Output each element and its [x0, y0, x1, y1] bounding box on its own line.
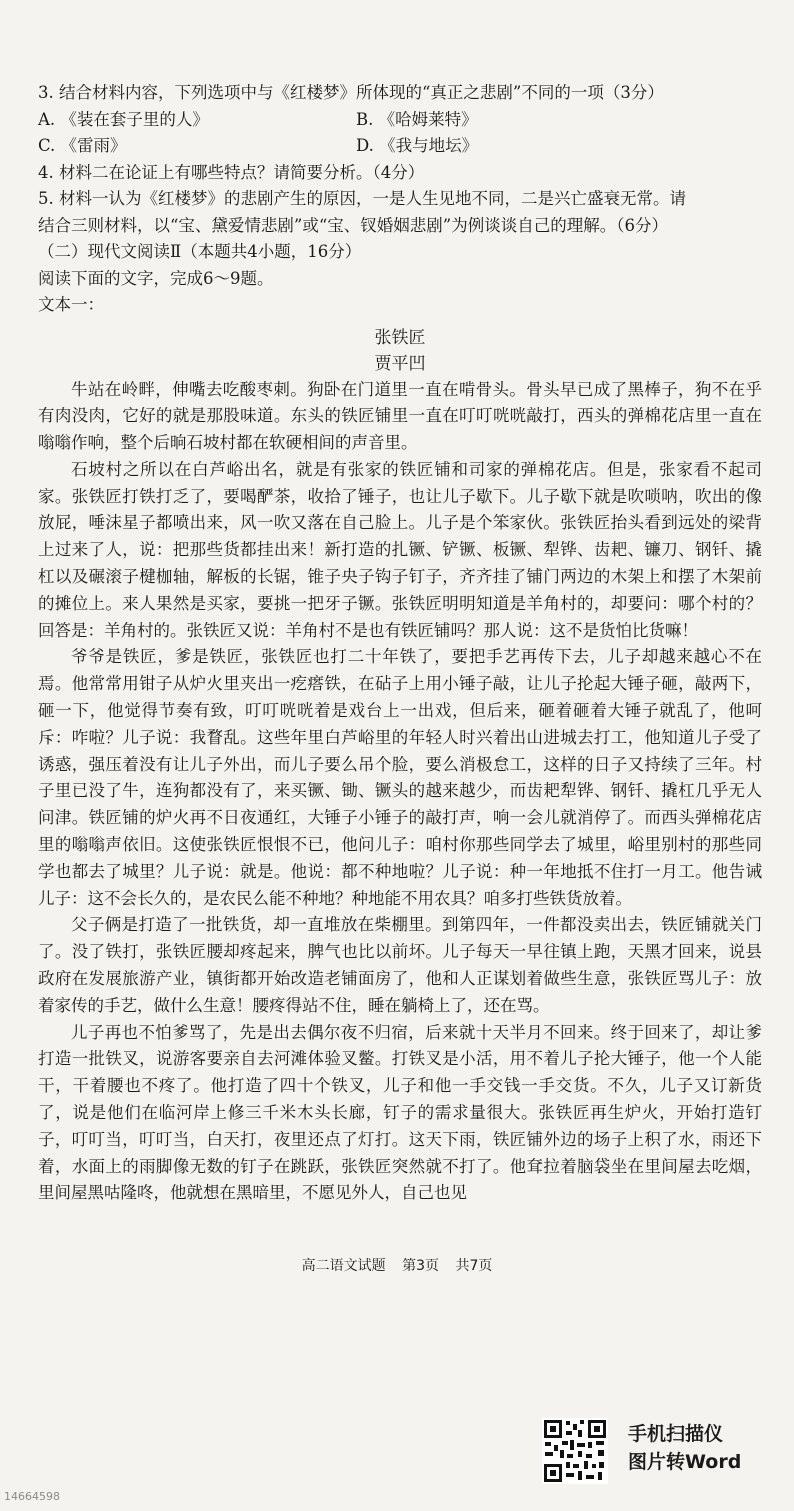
story-author: 贾平凹	[374, 353, 426, 374]
scanner-line-2: 图片转Word	[628, 1451, 742, 1473]
question-3-options-row-2	[38, 133, 762, 160]
scanner-watermark	[628, 1420, 741, 1476]
question-5-line-1: 5. 材料一认为《红楼梦》的悲剧产生的原因，一是人生见地不同，二是兴亡盛衰无常。请	[38, 189, 686, 208]
text-label: 文本一：	[38, 295, 104, 314]
option-c: C. 《雷雨》	[38, 136, 127, 155]
story-paragraph: 爷爷是铁匠，爹是铁匠，张铁匠也打二十年铁了，要把手艺再传下去，儿子却越来越心不在焉。他常常用钳子从炉火里夹出一疙瘩铁，在砧子上用小锤子敲，让儿子抡起大锤子砸，敲两下，砸一下，他觉得节奏有致，叮叮咣咣着是戏台上一出戏，但后来，砸着砸着大锤子就乱了，他呵斥：咋啦？儿子说：我瞀乱。这些年里白芦峪里的年轻人时兴着出山进城去打工，他知道儿子受了诱惑，强压着没有让儿子外出，而儿子要么吊个脸，要么消极怠工，这样的日子又持续了三年。村子里已没了牛，连狗都没有了，来买镢、锄、镢头的越来越少，而齿耙犁铧、钢钎、撬杠几乎无人问津。铁匠铺的炉火再不日夜通红，大锤子小锤子的敲打声，响一会儿就消停了。而西头弹棉花店里的嗡嗡声依旧。这使张铁匠恨恨不已，他问儿子：咱村你那些同学去了城里，峪里别村的那些同学也都去了城里？儿子说：就是。他说：都不种地啦？儿子说：种一年地抵不住打一月工。他告诫儿子：这不会长久的，是农民么能不种地？种地能不用农具？咱多打些铁货放着。	[38, 647, 762, 908]
option-b: B. 《哈姆莱特》	[356, 109, 478, 129]
question-3: 3. 结合材料内容，下列选项中与《红楼梦》所体现的“真正之悲剧”不同的一项（3分）	[38, 83, 664, 102]
qr-code-icon[interactable]	[542, 1418, 608, 1484]
document-id: 14664598	[4, 1490, 60, 1503]
footer-page: 第3页	[402, 1258, 439, 1274]
footer-total: 共7页	[455, 1258, 493, 1274]
story-paragraph: 父子俩是打造了一批铁货，却一直堆放在柴棚里。到第四年，一件都没卖出去，铁匠铺就关门了。没了铁打，张铁匠腰却疼起来，脾气也比以前坏。儿子每天一早往镇上跑，天黑才回来，说县政府在发展旅游产业，镇街都开始改造老铺面房了，他和人正谋划着做些生意，张铁匠骂儿子：放着家传的手艺，做什么生意！腰疼得站不住，睡在躺椅上了，还在骂。	[38, 915, 762, 1015]
story-paragraph: 石坡村之所以在白芦峪出名，就是有张家的铁匠铺和司家的弹棉花店。但是，张家看不起司家。张铁匠打铁打乏了，要喝酽茶，收拾了锤子，也让儿子歇下。儿子歇下就是吹唢呐，吹出的像放屁，唾沫星子都喷出来，风一吹又落在自己脸上。儿子是个笨家伙。张铁匠抬头看到远处的梁背上过来了人，说：把那些货都挂出来！新打造的扎镢、铲镢、板镢、犁铧、齿耙、镰刀、钢钎、撬杠以及碾滚子楗枷轴，解板的长锯，锥子央子钩子钉子，齐齐挂了铺门两边的木架上和摆了木架前的摊位上。来人果然是买家，要挑一把牙子镢。张铁匠明明知道是羊角村的，却要问：哪个村的？回答是：羊角村的。张铁匠又说：羊角村不是也有铁匠铺吗？那人说：这不是货怕比货嘛！	[38, 459, 762, 640]
option-a: A. 《装在套子里的人》	[38, 109, 209, 129]
story-paragraph: 儿子再也不怕爹骂了，先是出去偶尔夜不归宿，后来就十天半月不回来。终于回来了，却让爹打造一批铁叉，说游客要亲自去河滩体验叉鳖。打铁叉是小活，用不着儿子抡大锤子，他一个人能干，干着腰也不疼了。他打造了四十个铁叉，儿子和他一手交钱一手交货。不久，儿子又订新货了，说是他们在临河岸上修三千米木头长廊，钉子的需求量很大。张铁匠再生炉火，开始打造钉子，叮叮当，叮叮当，白天打，夜里还点了灯打。这天下雨，铁匠铺外边的场子上积了水，雨还下着，水面上的雨脚像无数的钉子在跳跃，张铁匠突然就不打了。他耷拉着脑袋坐在里间屋去吃烟，里间屋黑咕隆咚，他就想在黑暗里，不愿见外人，自己也见	[38, 1022, 762, 1203]
section-instruction: 阅读下面的文字，完成6～9题。	[38, 268, 274, 288]
option-d: D. 《我与地坛》	[356, 136, 479, 155]
question-3-options-row-1	[38, 107, 762, 134]
story-title: 张铁匠	[374, 327, 426, 348]
scanner-line-1: 手机扫描仪	[628, 1423, 724, 1445]
page-footer	[0, 1255, 794, 1275]
question-4: 4. 材料二在论证上有哪些特点？请简要分析。（4分）	[38, 162, 425, 182]
story-paragraph: 牛站在岭畔，伸嘴去吃酸枣刺。狗卧在门道里一直在啃骨头。骨头早已成了黑棒子，狗不在乎有肉没肉，它好的就是那股味道。东头的铁匠铺里一直在叮叮咣咣敲打，西头的弹棉花店里一直在嗡嗡作响，整个后晌石坡村都在软硬相间的声音里。	[38, 379, 762, 453]
question-5-line-2: 结合三则材料，以“宝、黛爱情悲剧”或“宝、钗婚姻悲剧”为例谈谈自己的理解。（6分）	[38, 215, 668, 235]
section-heading: （二）现代文阅读Ⅱ（本题共4小题，16分）	[38, 242, 362, 261]
footer-subject: 高二语文试题	[301, 1258, 386, 1274]
